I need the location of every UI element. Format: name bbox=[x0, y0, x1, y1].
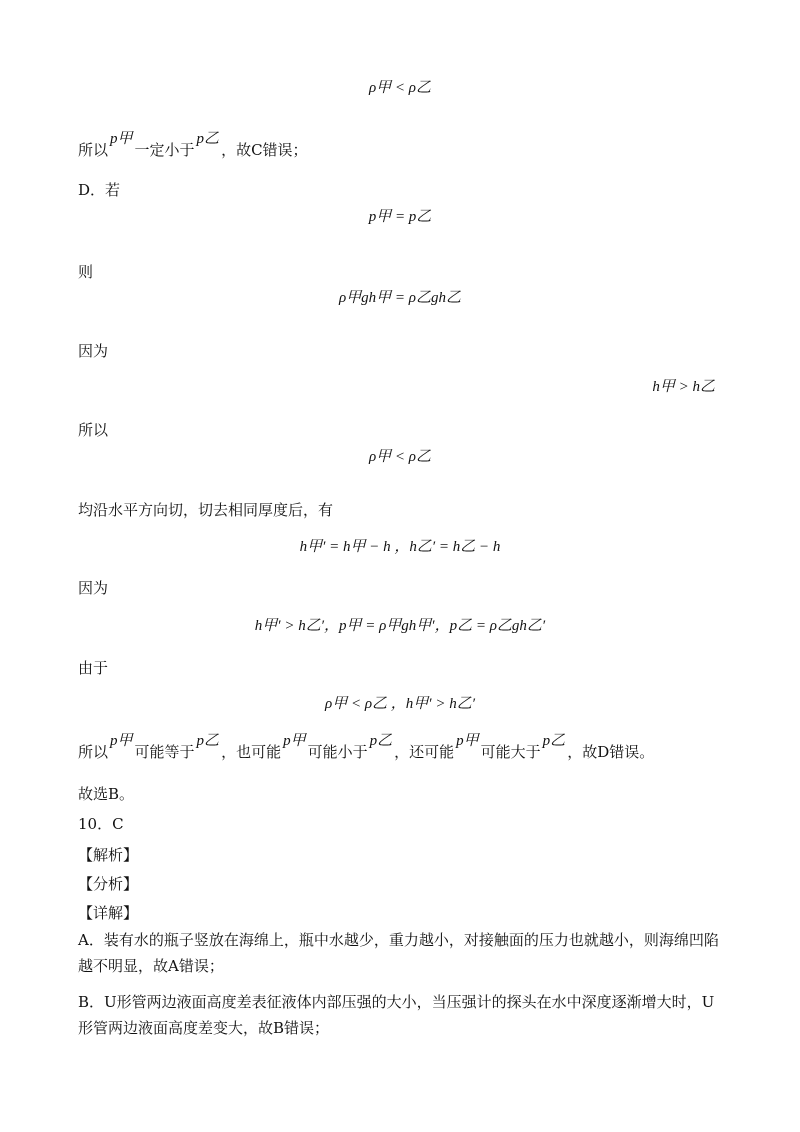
text-fragment: 可能小于 bbox=[307, 743, 368, 761]
equation-new-heights: h甲′ = h甲 − h ，h乙′ = h乙 − h bbox=[299, 539, 501, 555]
text-therefore: 所以 bbox=[78, 421, 109, 439]
paragraph-option-b: B．U形管两边液面高度差表征液体内部压强的大小，当压强计的探头在水中深度逐渐增大时，U形管两边液面高度差变大，故B错误； bbox=[78, 993, 715, 1037]
equation-density-height-compare: ρ甲 < ρ乙 ，h甲′ > h乙′ bbox=[325, 696, 475, 712]
text-because-2: 因为 bbox=[78, 579, 109, 597]
section-analyze-heading: 【分析】 bbox=[78, 875, 139, 893]
inline-math-p-yi: p乙 bbox=[369, 733, 393, 749]
text-since: 由于 bbox=[78, 659, 109, 677]
text-fragment: 可能大于 bbox=[480, 743, 541, 761]
equation-density-compare-2: ρ甲 < ρ乙 bbox=[368, 449, 432, 465]
equation-new-pressures: h甲′ > h乙′，p甲 = ρ甲gh甲′，p乙 = ρ乙gh乙′ bbox=[254, 618, 546, 634]
text-then: 则 bbox=[78, 263, 94, 281]
text-fragment: 所以 bbox=[78, 141, 109, 159]
inline-math-p-jia: p甲 bbox=[456, 733, 479, 749]
equation-density-compare-1: ρ甲 < ρ乙 bbox=[368, 80, 432, 96]
equation-pressure-equal: p甲 = p乙 bbox=[368, 209, 432, 225]
text-fragment: ，也可能 bbox=[221, 743, 282, 761]
inline-math-p-yi: p乙 bbox=[196, 733, 220, 749]
text-fragment: ，故D错误。 bbox=[567, 743, 655, 761]
text-fragment: ，还可能 bbox=[394, 743, 455, 761]
text-line-conclusion-c bbox=[78, 131, 308, 161]
question-number-10: 10．C bbox=[78, 815, 124, 833]
option-d-heading: D．若 bbox=[78, 181, 121, 199]
inline-math-p-jia: p甲 bbox=[110, 733, 133, 749]
inline-math-p-yi: p乙 bbox=[542, 733, 566, 749]
section-detail-heading: 【详解】 bbox=[78, 904, 139, 922]
text-fragment: 可能等于 bbox=[134, 743, 195, 761]
text-fragment: 所以 bbox=[78, 743, 109, 761]
inline-math-p-yi: p乙 bbox=[196, 131, 220, 147]
text-line-conclusion-d bbox=[78, 733, 655, 763]
text-cut-horizontally: 均沿水平方向切，切去相同厚度后，有 bbox=[78, 501, 334, 519]
text-fragment: 一定小于 bbox=[134, 141, 195, 159]
equation-height-compare: h甲 > h乙 bbox=[652, 379, 715, 395]
inline-math-p-jia: p甲 bbox=[110, 131, 133, 147]
inline-math-p-jia: p甲 bbox=[283, 733, 306, 749]
paragraph-option-a: A．装有水的瓶子竖放在海绵上，瓶中水越少，重力越小，对接触面的压力也就越小，则海绵凹陷越不明显，故A错误； bbox=[78, 931, 719, 975]
text-fragment: ，故C错误； bbox=[221, 141, 308, 159]
text-because: 因为 bbox=[78, 342, 109, 360]
section-analysis-heading: 【解析】 bbox=[78, 846, 139, 864]
text-answer-b: 故选B。 bbox=[78, 785, 135, 803]
equation-rho-g-h: ρ甲gh甲 = ρ乙gh乙 bbox=[338, 290, 462, 306]
